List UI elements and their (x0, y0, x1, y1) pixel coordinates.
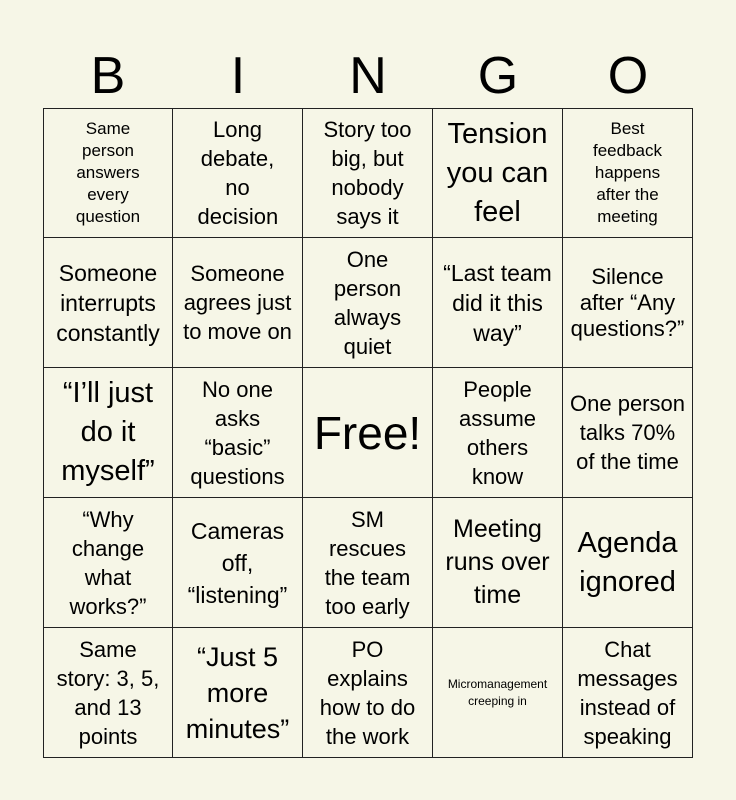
bingo-board (43, 108, 693, 758)
cell-text: “Just 5 more minutes” (185, 641, 290, 744)
bingo-cell[interactable] (563, 238, 693, 368)
header-letter-g: G (477, 47, 519, 105)
bingo-cell[interactable] (433, 368, 563, 498)
bingo-cell[interactable] (433, 238, 563, 368)
cell-text: Chat messages instead of speaking (577, 636, 678, 749)
cell-text: Long debate, no decision (197, 117, 279, 229)
free-space-cell[interactable] (303, 368, 433, 498)
bingo-cell[interactable] (43, 238, 173, 368)
bingo-cell[interactable] (43, 498, 173, 628)
bingo-cell[interactable] (173, 498, 303, 628)
cell-text: Meeting runs over time (445, 515, 550, 609)
header-letter-b: B (90, 47, 126, 105)
header-letter-i: I (230, 47, 246, 105)
cell-text: PO explains how to do the work (319, 636, 416, 749)
bingo-cell[interactable] (303, 238, 433, 368)
bingo-header (43, 40, 693, 108)
cell-text: Cameras off, “listening” (187, 517, 288, 608)
bingo-cell[interactable] (433, 108, 563, 238)
cell-text: “I’ll just do it myself” (61, 377, 155, 487)
bingo-cell[interactable] (433, 628, 563, 758)
header-letter-o: O (607, 47, 649, 105)
cell-text: No one asks “basic” questions (190, 376, 285, 489)
bingo-cell[interactable] (303, 498, 433, 628)
bingo-cell[interactable] (563, 498, 693, 628)
cell-text: Micromanagement creeping in (447, 676, 548, 708)
header-letter-n: N (349, 47, 387, 105)
cell-text: Tension you can feel (446, 117, 549, 228)
bingo-cell[interactable] (433, 498, 563, 628)
cell-text: One person always quiet (333, 246, 402, 359)
bingo-cell[interactable] (303, 108, 433, 238)
bingo-cell[interactable] (173, 628, 303, 758)
cell-text: SM rescues the team too early (324, 506, 411, 619)
cell-text: “Last team did it this way” (443, 259, 552, 346)
cell-text: Silence after “Any questions?” (570, 263, 685, 341)
cell-text: “Why change what works?” (69, 506, 147, 619)
bingo-cell[interactable] (563, 368, 693, 498)
free-space-text: Free! (313, 406, 422, 459)
bingo-cell[interactable] (173, 108, 303, 238)
cell-text: Same story: 3, 5, and 13 points (56, 636, 160, 749)
cell-text: Someone interrupts constantly (56, 259, 160, 346)
cell-text: One person talks 70% of the time (570, 391, 685, 474)
bingo-cell[interactable] (43, 628, 173, 758)
cell-text: Someone agrees just to move on (183, 261, 292, 344)
bingo-cell[interactable] (173, 368, 303, 498)
bingo-cell[interactable] (563, 628, 693, 758)
cell-text: People assume others know (458, 376, 537, 489)
bingo-cell[interactable] (303, 628, 433, 758)
cell-text: Agenda ignored (577, 526, 678, 598)
bingo-cell[interactable] (43, 108, 173, 238)
cell-text: Best feedback happens after the meeting (593, 119, 662, 226)
cell-text: Same person answers every question (75, 119, 141, 226)
bingo-cell[interactable] (173, 238, 303, 368)
cell-text: Story too big, but nobody says it (323, 117, 412, 229)
bingo-cell[interactable] (43, 368, 173, 498)
bingo-cell[interactable] (563, 108, 693, 238)
